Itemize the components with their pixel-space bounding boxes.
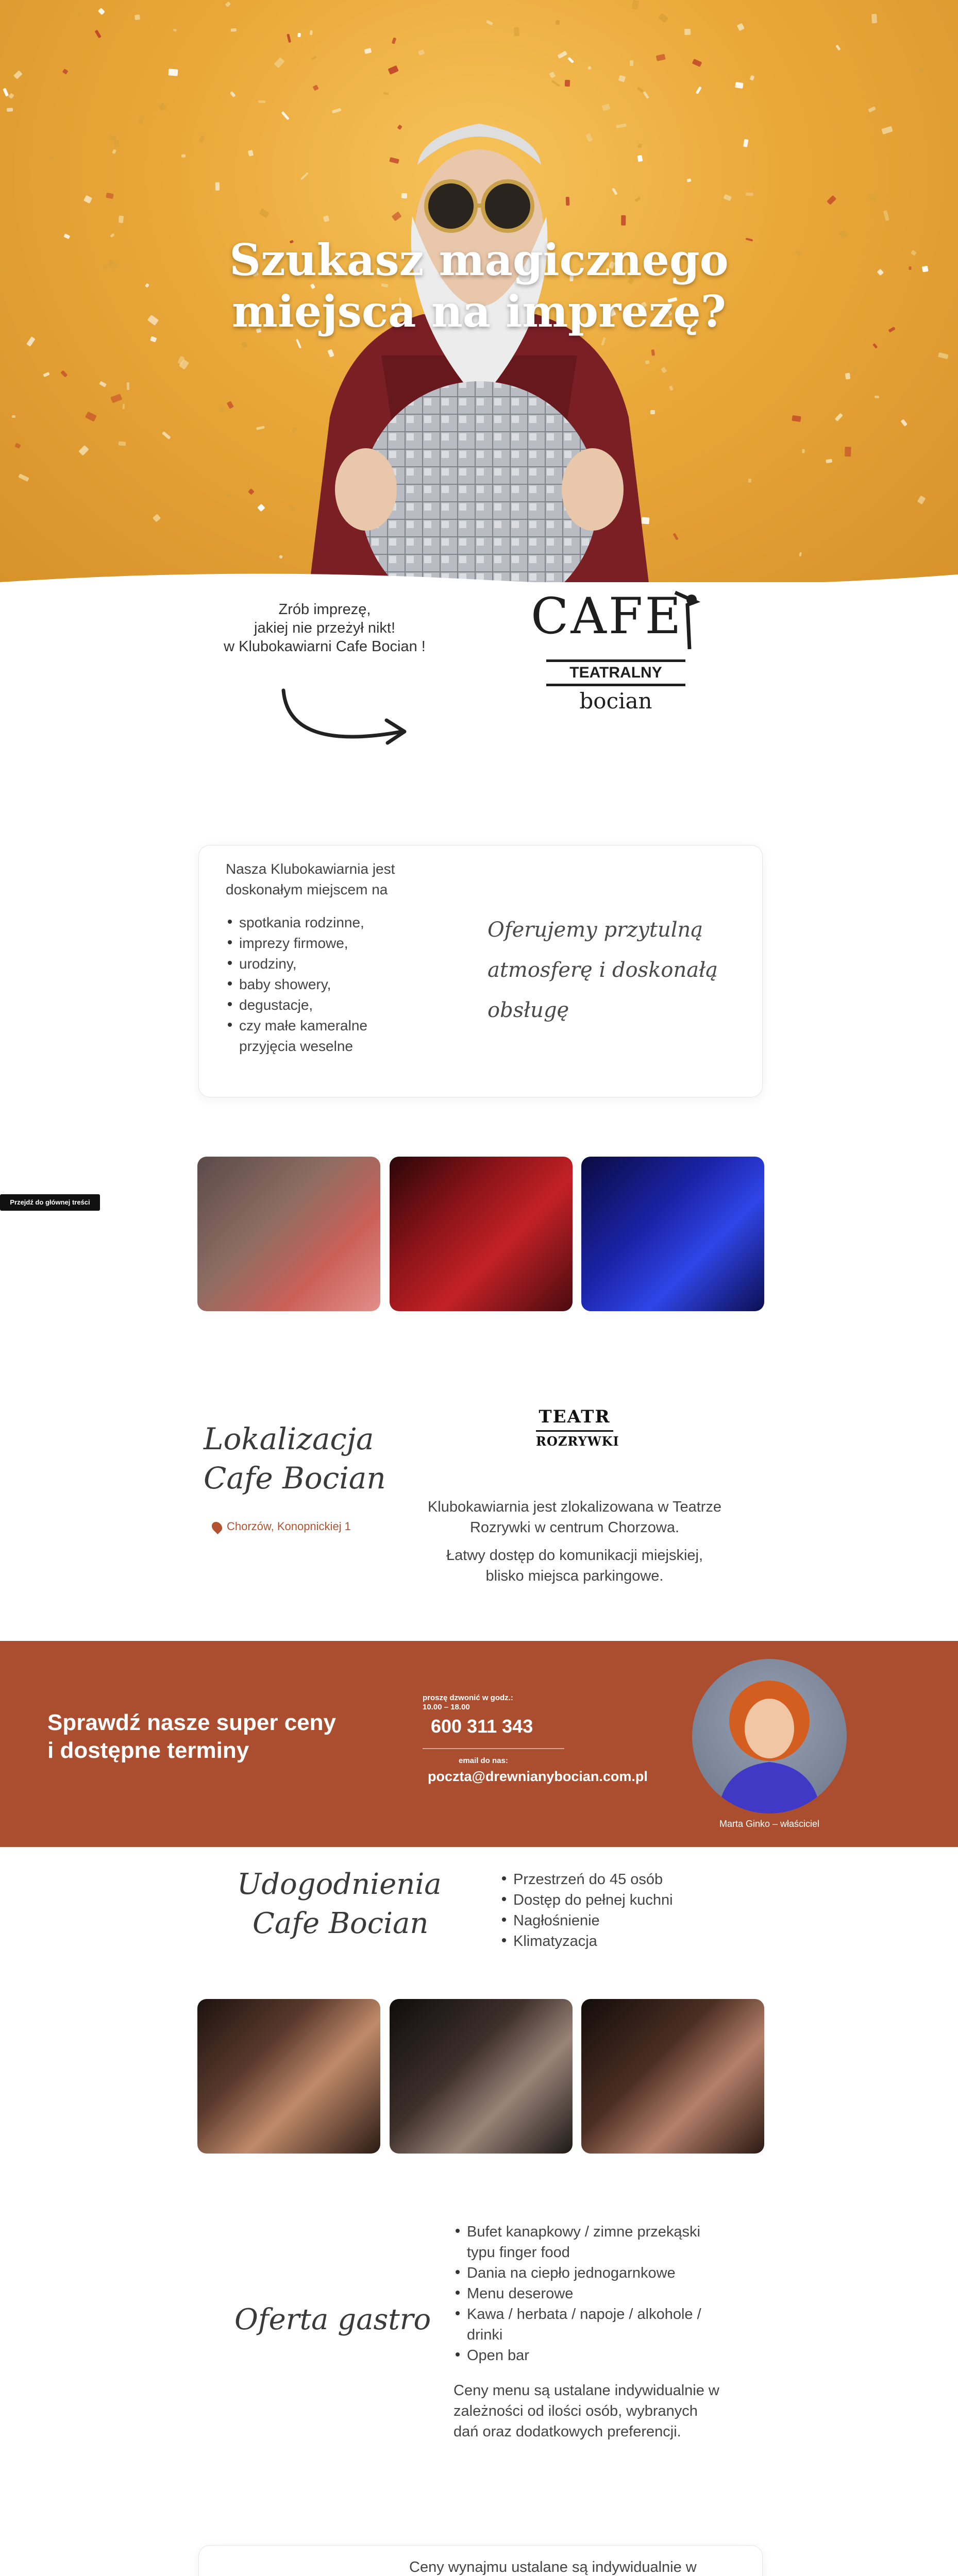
confetti-piece	[230, 91, 236, 97]
logo-cafe-text: CAFE	[531, 587, 683, 645]
confetti-piece	[138, 114, 145, 124]
confetti-piece	[938, 352, 949, 359]
location-desc-line: Łatwy dostęp do komunikacji miejskiej,	[446, 1547, 703, 1564]
confetti-piece	[826, 459, 832, 464]
confetti-piece	[799, 552, 802, 557]
confetti-piece	[215, 182, 220, 191]
confetti-piece	[918, 67, 925, 74]
list-item: Nagłośnienie	[500, 1910, 768, 1931]
banner-headline-line: i dostępne terminy	[47, 1738, 249, 1763]
confetti-piece	[901, 419, 907, 426]
phone-number[interactable]: 600 311 343	[431, 1716, 533, 1737]
pricing-banner	[0, 1641, 958, 1847]
confetti-piece	[13, 71, 22, 80]
list-item: baby showery,	[226, 974, 442, 995]
confetti-piece	[826, 195, 836, 205]
party-photo-5	[390, 1999, 573, 2154]
confetti-piece	[43, 372, 49, 378]
confetti-piece	[86, 412, 97, 422]
offer-list	[226, 912, 442, 1057]
location-script-line: Lokalizacja	[204, 1421, 374, 1456]
list-item: degustacje,	[226, 995, 442, 1015]
confetti-piece	[181, 155, 186, 158]
list-item: urodziny,	[226, 954, 442, 974]
list-item: przyjęcia weselne	[239, 1038, 353, 1054]
list-item: imprezy firmowe,	[226, 933, 442, 954]
confetti-piece	[19, 474, 29, 482]
confetti-piece	[95, 29, 102, 38]
amenities-list	[500, 1869, 768, 1952]
confetti-piece	[26, 336, 36, 347]
list-item: Kawa / herbata / napoje / alkohole /	[453, 2304, 763, 2325]
list-item: drinki	[467, 2327, 503, 2343]
confetti-piece	[724, 194, 732, 201]
logo-teatralny-text: TEATRALNY	[546, 659, 685, 686]
confetti-piece	[122, 403, 125, 410]
party-photo-4	[197, 1999, 380, 2154]
stork-icon	[665, 587, 711, 654]
confetti-piece	[392, 37, 396, 44]
list-item: Klimatyzacja	[500, 1931, 768, 1952]
confetti-piece	[226, 401, 233, 409]
confetti-piece	[836, 44, 841, 50]
hero-title-line: miejsca na imprezę?	[231, 286, 727, 337]
offer-card	[198, 845, 763, 1097]
confetti-piece	[486, 20, 493, 26]
confetti-piece	[112, 149, 116, 154]
amenities-script-line: Cafe Bocian	[253, 1907, 429, 1940]
confetti-piece	[12, 415, 15, 418]
confetti-piece	[231, 28, 237, 32]
location-desc-line: Rozrywki w centrum Chorzowa.	[469, 1519, 680, 1536]
confetti-piece	[868, 194, 877, 201]
confetti-piece	[883, 210, 889, 221]
gastro-note-line: Ceny menu są ustalane indywidualnie w	[453, 2382, 719, 2399]
confetti-piece	[225, 2, 231, 7]
confetti-piece	[98, 8, 105, 15]
confetti-piece	[61, 370, 68, 377]
location-desc-line: Klubokawiarnia jest zlokalizowana w Teatrze	[427, 1499, 722, 1515]
confetti-piece	[946, 122, 950, 127]
confetti-piece	[83, 195, 93, 204]
confetti-piece	[135, 14, 141, 20]
list-item: Dostęp do pełnej kuchni	[500, 1890, 768, 1910]
curved-arrow-icon	[278, 675, 412, 752]
confetti-piece	[872, 343, 878, 349]
list-item: typu finger food	[467, 2244, 570, 2261]
confetti-piece	[845, 372, 850, 379]
amenities-script-line: Udogodnienia	[237, 1868, 442, 1901]
email-label: email do nas:	[459, 1756, 508, 1765]
gastro-note-line: dań oraz dodatkowych preferencji.	[453, 2424, 681, 2440]
confetti-piece	[555, 20, 560, 25]
confetti-piece	[298, 33, 301, 37]
email-link[interactable]: poczta@drewnianybocian.com.pl	[428, 1769, 648, 1784]
offer-script-line: obsługę	[488, 998, 569, 1022]
confetti-piece	[745, 192, 753, 196]
cafe-bocian-logo	[526, 587, 721, 716]
confetti-piece	[792, 415, 801, 422]
confetti-piece	[845, 447, 851, 456]
confetti-piece	[7, 108, 13, 112]
list-item: Dania na ciepło jednogarnkowe	[453, 2263, 763, 2283]
list-item: Menu deserowe	[453, 2283, 763, 2304]
tagline-line: jakiej nie przeżył nikt!	[254, 620, 395, 636]
confetti-piece	[153, 514, 161, 522]
confetti-piece	[162, 431, 171, 439]
confetti-piece	[158, 103, 166, 111]
intro-tagline	[191, 600, 459, 656]
party-photo-6	[581, 1999, 764, 2154]
confetti-piece	[736, 23, 745, 31]
confetti-piece	[684, 29, 691, 35]
confetti-piece	[62, 69, 69, 75]
confetti-piece	[875, 395, 880, 398]
party-photo-2	[390, 1157, 573, 1311]
offer-intro-line: Nasza Klubokawiarnia jest	[226, 861, 395, 877]
location-script-line: Cafe Bocian	[204, 1461, 386, 1496]
confetti-piece	[835, 413, 843, 421]
confetti-piece	[119, 216, 124, 224]
teatr-logo-top: TEATR	[539, 1406, 611, 1427]
confetti-piece	[735, 82, 744, 89]
confetti-piece	[8, 93, 14, 99]
logo-bocian-text: bocian	[579, 688, 652, 714]
confetti-piece	[748, 478, 752, 482]
confetti-piece	[169, 69, 178, 76]
confetti-piece	[631, 0, 639, 10]
offer-script-line: Oferujemy przytulną	[488, 918, 703, 942]
offer-script-line: atmosferę i doskonałą	[488, 958, 718, 982]
confetti-piece	[871, 14, 877, 23]
confetti-piece	[225, 493, 232, 498]
hero-title-line: Szukasz magicznego	[229, 234, 729, 285]
address-line[interactable]	[212, 1520, 351, 1533]
gastro-note-line: zależności od ilości osób, wybranych	[453, 2403, 698, 2419]
confetti-piece	[287, 33, 292, 43]
hero-wave-divider	[0, 562, 958, 598]
owner-avatar	[692, 1659, 847, 1814]
list-item: Przestrzeń do 45 osób	[500, 1869, 768, 1890]
list-item: spotkania rodzinne,	[226, 912, 442, 933]
banner-headline-line: Sprawdź nasze super ceny	[47, 1710, 336, 1735]
hero-title	[0, 234, 958, 337]
confetti-piece	[119, 441, 126, 446]
rental-card	[198, 2545, 763, 2576]
hero-section	[0, 0, 958, 582]
confetti-piece	[853, 366, 859, 373]
teatr-rozrywki-logo	[536, 1406, 619, 1449]
confetti-piece	[802, 449, 805, 453]
confetti-piece	[173, 28, 177, 32]
location-desc-line: blisko miejsca parkingowe.	[485, 1568, 664, 1584]
offer-intro-line: doskonałym miejscem na	[226, 882, 388, 897]
confetti-piece	[77, 11, 82, 15]
rental-line: Ceny wynajmu ustalane są indywidualnie w	[409, 2559, 697, 2575]
confetti-piece	[199, 135, 205, 143]
skip-to-content-button[interactable]: Przejdź do głównej treści	[0, 1194, 100, 1211]
confetti-piece	[127, 382, 129, 390]
party-photo-1	[197, 1157, 380, 1311]
confetti-piece	[114, 140, 119, 147]
confetti-piece	[749, 75, 754, 80]
confetti-piece	[3, 88, 9, 96]
confetti-piece	[106, 193, 114, 199]
confetti-piece	[744, 139, 749, 147]
confetti-piece	[514, 27, 519, 37]
confetti-piece	[917, 496, 926, 505]
confetti-piece	[14, 443, 21, 449]
address-text: Chorzów, Konopnickiej 1	[227, 1520, 351, 1533]
list-item: Bufet kanapkowy / zimne przekąski	[453, 2222, 763, 2242]
confetti-piece	[882, 126, 893, 134]
confetti-piece	[310, 30, 313, 36]
owner-caption: Marta Ginko – właściciel	[719, 1819, 820, 1829]
call-hours-label: proszę dzwonić w godz.:	[423, 1693, 513, 1702]
confetti-piece	[99, 381, 107, 387]
teatr-logo-bottom: ROZRYWKI	[536, 1430, 613, 1449]
confetti-piece	[78, 445, 89, 455]
tagline-line: Zrób imprezę,	[278, 601, 371, 618]
map-pin-icon	[210, 1520, 224, 1534]
call-hours-value: 10.00 – 18.00	[423, 1703, 470, 1711]
confetti-piece	[110, 394, 122, 403]
list-item: czy małe kameralne	[226, 1015, 442, 1036]
party-photo-3	[581, 1157, 764, 1311]
confetti-piece	[658, 13, 668, 23]
confetti-piece	[868, 107, 876, 113]
tagline-line: w Klubokawiarni Cafe Bocian !	[224, 638, 426, 655]
confetti-piece	[48, 155, 54, 161]
gastro-script: Oferta gastro	[234, 2303, 431, 2336]
confetti-piece	[220, 406, 225, 413]
list-item: Open bar	[453, 2345, 763, 2366]
gastro-list	[453, 2222, 763, 2366]
